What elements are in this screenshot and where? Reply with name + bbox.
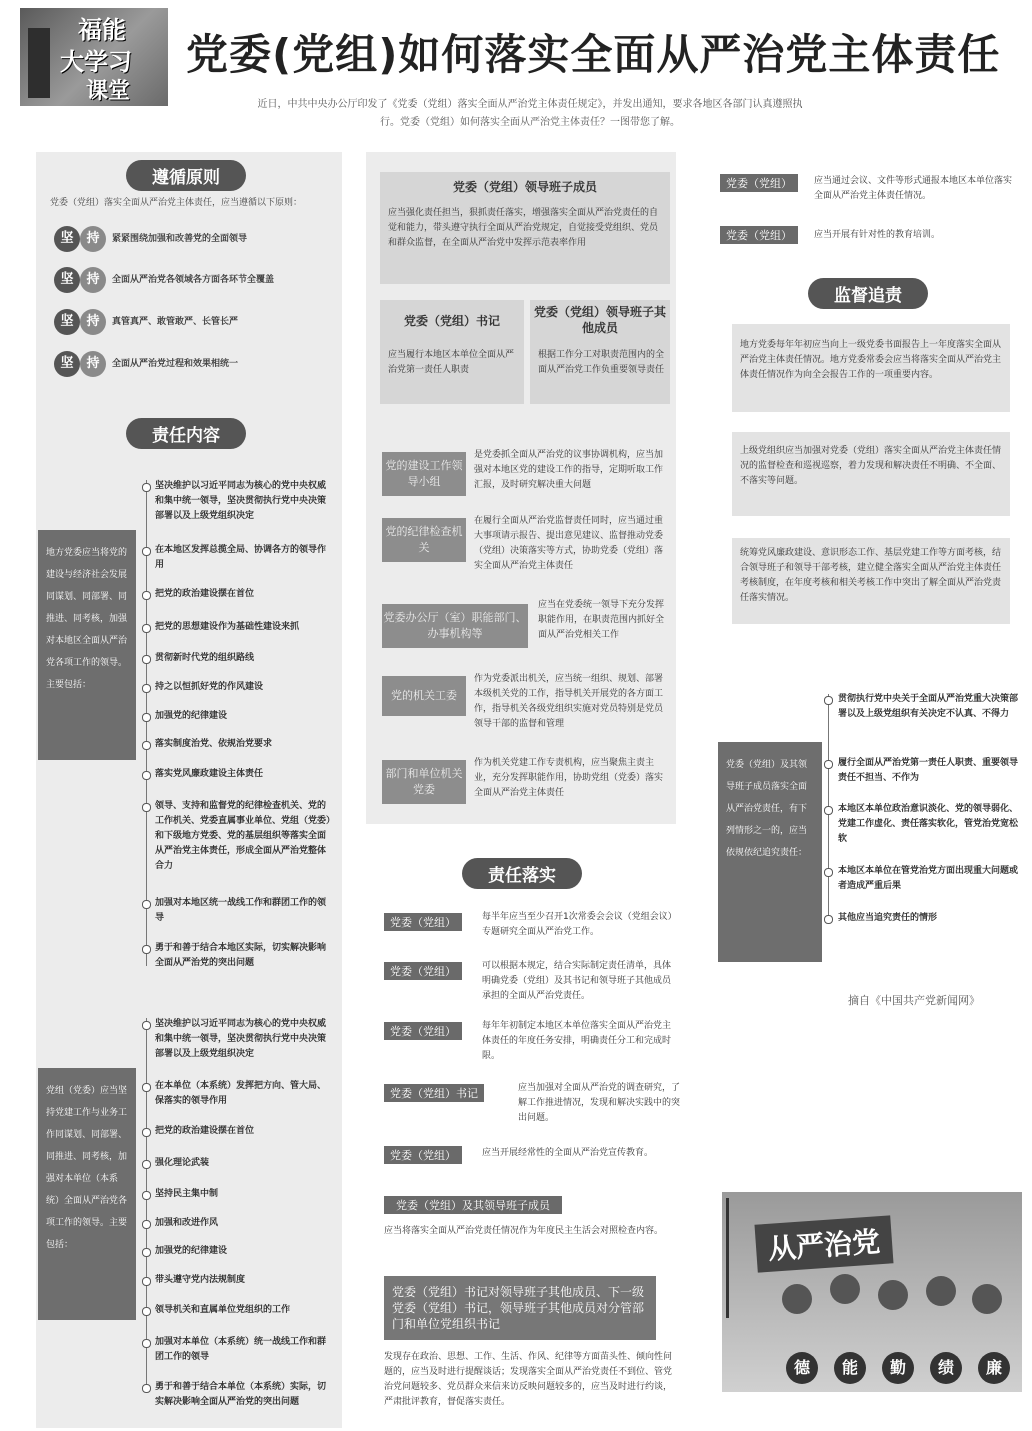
banner-label: 从严治党: [754, 1215, 893, 1272]
members-text: 应当将落实全面从严治党责任情况作为年度民主生活会对照检查内容。: [384, 1226, 664, 1236]
timeline-dot: [824, 696, 833, 705]
org-label: 党的建设工作领导小组: [382, 452, 466, 496]
timeline-dot: [142, 1191, 151, 1200]
jian-icon: 坚: [54, 309, 80, 335]
local-item: 加强对本地区统一战线工作和群团工作的领导: [155, 898, 327, 923]
group-item: 带头遵守党内法规制度: [155, 1275, 246, 1285]
timeline-dot: [142, 945, 151, 954]
implement-text: 每半年应当至少召开1次常委会会议（党组会议）专题研究全面从严治党工作。: [482, 912, 677, 937]
secretary-desc: 应当履行本地区本单位全面从严治党第一责任人职责: [388, 350, 515, 375]
group-item: 强化理论武装: [155, 1158, 210, 1168]
right-tag: 党委（党组）: [720, 226, 798, 244]
virtue-badge: 德: [786, 1352, 818, 1384]
org-label: 党的机关工委: [382, 676, 466, 716]
timeline-dot: [824, 868, 833, 877]
timeline: [146, 1018, 147, 1390]
group-item: 把党的政治建设摆在首位: [155, 1126, 255, 1136]
group-item: 勇于和善于结合本单位（本系统）实际，切实解决影响全面从严治党的突出问题: [155, 1382, 327, 1407]
timeline-dot: [824, 760, 833, 769]
supervision-box-1-text: 地方党委每年年初应当向上一级党委书面报告上一年度落实全面从严治党主体责任情况。地方党委常委会应当将落实全面从严治党主体责任情况作为向全会报告工作的一项重要内容。: [740, 340, 1002, 380]
local-item: 把党的政治建设摆在首位: [155, 589, 255, 599]
members-box: [380, 172, 670, 284]
talk-text: 发现存在政治、思想、工作、生活、作风、纪律等方面苗头性、倾向性问题的，应当及时进行提醒谈话；发现落实全面从严治党责任不到位、管党治党问题较多、党员群众来信来访反映问题较多的，应当及时进行约谈，严肃批评教育，督促落实责任。: [384, 1352, 673, 1407]
intro-text: 近日，中共中央办公厅印发了《党委（党组）落实全面从严治党主体责任规定》，并发出通知，要求各地区各部门认真遵照执行。党委（党组）如何落实全面从严治党主体责任？一图带您了解。: [257, 99, 803, 128]
timeline-dot: [142, 1220, 151, 1229]
logo-line-2: 大学习: [60, 48, 132, 76]
other-members-desc: 根据工作分工对职责范围内的全面从严治党工作负重要领导责任: [538, 350, 665, 375]
person-icon: [830, 1274, 860, 1304]
chi-icon: 持: [80, 226, 106, 252]
implement-tag: 党委（党组）: [384, 1022, 462, 1040]
group-item: 在本单位（本系统）发挥把方向、管大局、保落实的领导作用: [155, 1081, 327, 1106]
timeline-dot: [142, 1083, 151, 1092]
virtue-badge: 绩: [930, 1352, 962, 1384]
members-title: 党委（党组）领导班子成员: [452, 180, 597, 194]
principles-lead: 党委（党组）落实全面从严治党主体责任，应当遵循以下原则：: [50, 198, 303, 208]
org-desc: 是党委抓全面从严治党的议事协调机构，应当加强对本地区党的建设工作的指导，定期听取工作汇报，及时研究解决重大问题: [474, 450, 664, 490]
org-label: 党的纪律检查机关: [382, 518, 466, 562]
supervision-box-1: [732, 324, 1010, 412]
jian-icon: 坚: [54, 267, 80, 293]
timeline-dot: [142, 684, 151, 693]
group-item: 坚持民主集中制: [155, 1189, 219, 1199]
right-text: 应当通过会议、文件等形式通报本地区本单位落实全面从严治党主体责任情况。: [814, 176, 1013, 201]
timeline-dot: [142, 591, 151, 600]
accountability-item: 本地区本单位在管党治党方面出现重大问题或者造成严重后果: [838, 866, 1019, 891]
implement-text: 应当开展经常性的全面从严治党宣传教育。: [482, 1148, 654, 1158]
virtue-badge: 能: [834, 1352, 866, 1384]
supervision-box-2-text: 上级党组织应当加强对党委（党组）落实全面从严治党主体责任情况的监督检查和巡视巡察，着力发现和解决责任不明确、不全面、不落实等问题。: [740, 446, 1002, 486]
talk-title: 党委（党组）书记对领导班子其他成员、下一级党委（党组）书记，领导班子其他成员对分管部门和单位党组织书记: [384, 1276, 656, 1340]
timeline-dot: [824, 806, 833, 815]
org-label: 党委办公厅（室）职能部门、办事机构等: [382, 604, 528, 648]
principles-heading: 遵循原则: [126, 160, 246, 191]
chi-icon: 持: [80, 309, 106, 335]
person-icon: [926, 1276, 956, 1306]
implement-tag: 党委（党组）: [384, 913, 462, 931]
org-desc: 作为机关党建工作专责机构，应当聚焦主责主业，充分发挥职能作用，协助党组（党委）落实全面从严治党主体责任: [474, 758, 664, 798]
accountability-item: 贯彻执行党中央关于全面从严治党重大决策部署以及上级党组织有关决定不认真、不得力: [838, 694, 1019, 719]
person-icon: [782, 1284, 812, 1314]
org-desc: 作为党委派出机关，应当统一组织、规划、部署本级机关党的工作，指导机关开展党的各方面工作，指导机关各级党组织实施对党员特别是党员领导干部的监督和管理: [474, 674, 664, 729]
group-item: 坚决维护以习近平同志为核心的党中央权威和集中统一领导，坚决贯彻执行党中央决策部署以及上级党组织决定: [155, 1019, 327, 1059]
accountability-item: 履行全面从严治党第一责任人职责、重要领导责任不担当、不作为: [838, 758, 1019, 783]
virtue-badge: 勤: [882, 1352, 914, 1384]
party-group-side: 党组（党委）应当坚持党建工作与业务工作同谋划、同部署、同推进、同考核，加强对本单位（本系统）全面从严治党各项工作的领导。主要包括：: [38, 1068, 136, 1320]
virtues-row: [786, 1352, 1012, 1386]
local-item: 在本地区发挥总揽全局、协调各方的领导作用: [155, 545, 327, 570]
timeline-dot: [142, 624, 151, 633]
timeline-dot: [142, 1339, 151, 1348]
secretary-box: [380, 300, 524, 404]
right-tag: 党委（党组）: [720, 174, 798, 192]
org-desc: 在履行全面从严治党监督责任同时，应当通过重大事项请示报告、提出意见建议、监督推动党委（党组）决策落实等方式，协助党委（党组）落实全面从严治党主体责任: [474, 516, 664, 571]
implement-text: 每年年初制定本地区本单位落实全面从严治党主体责任的年度任务安排，明确责任分工和完成时限。: [482, 1021, 672, 1061]
people-figures: [782, 1274, 1002, 1354]
jian-icon: 坚: [54, 351, 80, 377]
timeline-dot: [142, 803, 151, 812]
timeline-dot: [142, 483, 151, 492]
principle-item: 全面从严治党过程和效果相统一: [112, 359, 239, 369]
supervision-box-3-text: 统筹党风廉政建设、意识形态工作、基层党建工作等方面考核，结合领导班子和领导干部考核，建立健全落实全面从严治党主体责任考核制度，在年度考核和相关考核工作中突出了解全面从严治党责任落实情况。: [740, 548, 1002, 603]
content-heading: 责任内容: [126, 418, 246, 449]
org-desc: 应当在党委统一领导下充分发挥职能作用，在职责范围内抓好全面从严治党相关工作: [538, 600, 665, 640]
other-members-title: 党委（党组）领导班子其他成员: [534, 305, 667, 335]
jian-icon: 坚: [54, 226, 80, 252]
implement-tag: 党委（党组）: [384, 1146, 462, 1164]
other-members-box: [530, 300, 670, 404]
timeline-dot: [142, 1307, 151, 1316]
timeline-dot: [142, 771, 151, 780]
flag-pole: [726, 1198, 729, 1318]
accountability-item: 其他应当追究责任的情形: [838, 913, 938, 923]
supervision-box-2: [732, 432, 1010, 516]
local-item: 持之以恒抓好党的作风建设: [155, 682, 264, 692]
timeline-dot: [142, 713, 151, 722]
local-item: 加强党的纪律建设: [155, 711, 228, 721]
timeline-dot: [142, 1277, 151, 1286]
principle-item: 全面从严治党各领域各方面各环节全覆盖: [112, 275, 275, 285]
person-icon: [972, 1284, 1002, 1314]
supervision-heading: 监督追责: [808, 278, 928, 309]
page-title: 党委(党组)如何落实全面从严治党主体责任: [186, 30, 1001, 79]
virtue-badge: 廉: [978, 1352, 1010, 1384]
accountability-item: 本地区本单位政治意识淡化、党的领导弱化、党建工作虚化、责任落实软化，管党治党宽松软: [838, 804, 1019, 844]
group-item: 领导机关和直属单位党组织的工作: [155, 1305, 291, 1315]
timeline-dot: [142, 655, 151, 664]
local-item: 落实制度治党、依规治党要求: [155, 739, 273, 749]
right-text: 应当开展有针对性的教育培训。: [814, 230, 941, 240]
members-desc: 应当强化责任担当，狠抓责任落实，增强落实全面从严治党责任的自觉和能力，带头遵守执行全面从严治党规定，自觉接受党组织、党员和群众监督，在全面从严治党中发挥示范表率作用: [388, 208, 659, 248]
statue-icon: [28, 28, 50, 98]
local-item: 坚决维护以习近平同志为核心的党中央权威和集中统一领导，坚决贯彻执行党中央决策部署以及上级党组织决定: [155, 481, 327, 521]
timeline-dot: [142, 1248, 151, 1257]
logo: [20, 8, 168, 106]
members-tag: 党委（党组）及其领导班子成员: [384, 1196, 562, 1214]
principle-item: 紧紧围绕加强和改善党的全面领导: [112, 234, 248, 244]
implement-heading: 责任落实: [462, 858, 582, 889]
secretary-title: 党委（党组）书记: [403, 314, 500, 328]
local-item: 勇于和善于结合本地区实际，切实解决影响全面从严治党的突出问题: [155, 943, 327, 968]
group-item: 加强和改进作风: [155, 1218, 219, 1228]
local-item: 把党的思想建设作为基础性建设来抓: [155, 622, 300, 632]
timeline-dot: [142, 741, 151, 750]
implement-tag: 党委（党组）: [384, 962, 462, 980]
implement-tag: 党委（党组）书记: [384, 1084, 484, 1102]
org-label: 部门和单位机关党委: [382, 760, 466, 804]
supervision-box-3: [732, 538, 1010, 624]
logo-line-1: 福能: [78, 16, 126, 44]
timeline-dot: [142, 1384, 151, 1393]
accountability-side: 党委（党组）及其领导班子成员落实全面从严治党责任，有下列情形之一的，应当依规依纪追究责任：: [718, 742, 822, 962]
chi-icon: 持: [80, 267, 106, 293]
timeline-dot: [142, 1021, 151, 1030]
local-item: 落实党风廉政建设主体责任: [155, 769, 264, 779]
group-item: 加强党的纪律建设: [155, 1246, 228, 1256]
timeline-dot: [142, 900, 151, 909]
illustration: [722, 1192, 1022, 1392]
logo-line-3: 课堂: [86, 79, 131, 104]
timeline-dot: [142, 547, 151, 556]
chi-icon: 持: [80, 351, 106, 377]
implement-text: 应当加强对全面从严治党的调查研究，了解工作推进情况，发现和解决实践中的突出问题。: [518, 1083, 681, 1123]
timeline-dot: [142, 1128, 151, 1137]
group-item: 加强对本单位（本系统）统一战线工作和群团工作的领导: [155, 1337, 327, 1362]
timeline-dot: [824, 915, 833, 924]
person-icon: [878, 1280, 908, 1310]
source-note: 摘自《中国共产党新闻网》: [848, 994, 980, 1007]
local-committee-side: 地方党委应当将党的建设与经济社会发展同谋划、同部署、同推进、同考核，加强对本地区全面从严治党各项工作的领导。主要包括：: [38, 530, 136, 760]
local-item: 贯彻新时代党的组织路线: [155, 653, 255, 663]
timeline-dot: [142, 1160, 151, 1169]
local-item: 领导、支持和监督党的纪律检查机关、党的工作机关、党委直属事业单位、党组（党委）和下级地方党委、党的基层组织等落实全面从严治党主体责任，形成全面从严治党整体合力: [155, 801, 331, 871]
principle-item: 真管真严、敢管敢严、长管长严: [112, 317, 239, 327]
implement-text: 可以根据本规定，结合实际制定责任清单，具体明确党委（党组）及其书记和领导班子其他成员承担的全面从严治党责任。: [482, 961, 672, 1001]
